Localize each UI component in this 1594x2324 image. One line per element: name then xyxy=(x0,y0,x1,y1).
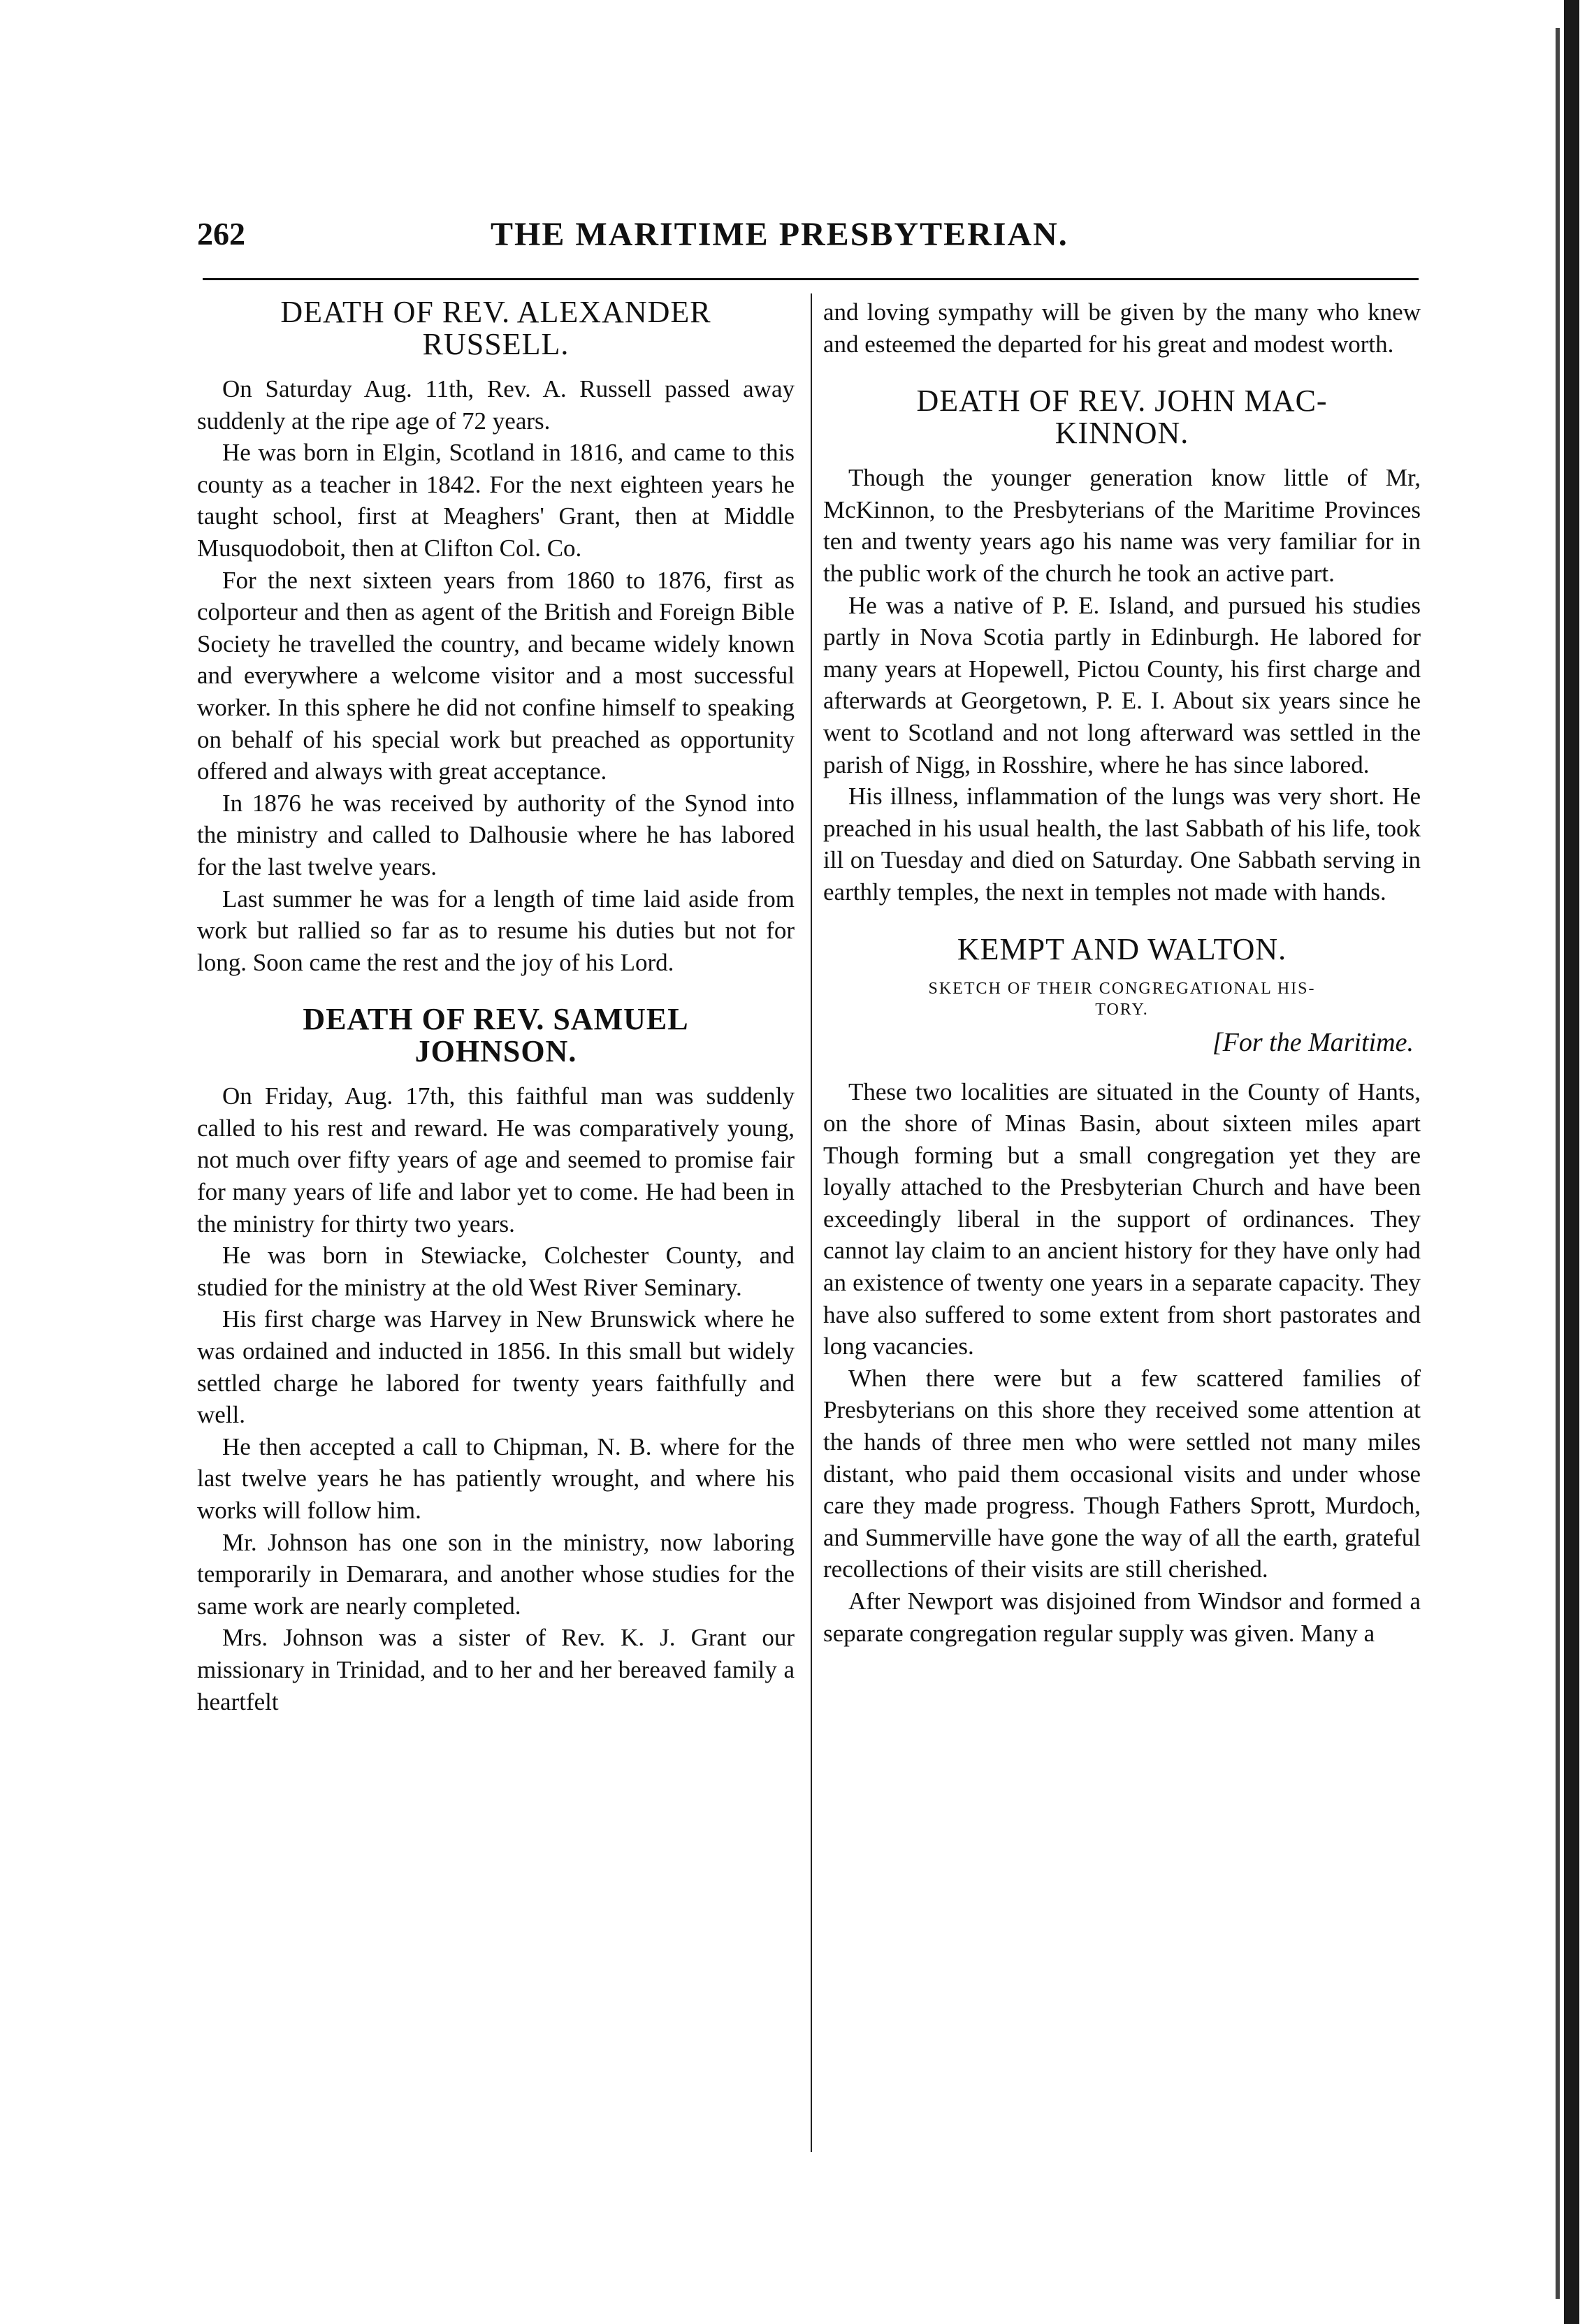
mackinnon-heading-line2: KINNON. xyxy=(1055,416,1189,451)
column-divider xyxy=(811,293,812,2152)
kempt-byline: [For the Maritime. xyxy=(1212,1027,1414,1057)
russell-paragraph: On Saturday Aug. 11th, Rev. A. Russell passed away suddenly at the ripe age of 72 years. xyxy=(197,375,795,435)
johnson-paragraph: He was born in Stewiacke, Colchester County, and studied for the ministry at the old West River Seminary. xyxy=(197,1242,795,1301)
johnson-continuation: and loving sympathy will be given by the many who knew and esteemed the departed for his great and modest worth. xyxy=(823,298,1421,358)
mackinnon-heading xyxy=(823,385,1421,449)
page-edge-shadow xyxy=(1564,0,1579,2324)
page-number: 262 xyxy=(197,216,245,252)
mackinnon-paragraph: His illness, inflammation of the lungs was very short. He preached in his usual health, the last Sabbath of his life, took ill on Tuesday and died on Saturday. One Sabbath serving in earthly temples, the next in temples not made with hands. xyxy=(823,783,1421,906)
johnson-paragraph: He then accepted a call to Chipman, N. B. where for the last twelve years he has patiently wrought, and where his works will follow him. xyxy=(197,1432,795,1524)
mackinnon-paragraph: Though the younger generation know little of Mr, McKinnon, to the Presbyterians of the Maritime Provinces ten and twenty years ago his name was very familiar for in the public work of the church he took an active part. xyxy=(823,464,1421,587)
johnson-paragraph: Mr. Johnson has one son in the ministry, now laboring temporarily in Demarara, and another whose studies for the same work are nearly completed. xyxy=(197,1528,795,1620)
russell-paragraph: In 1876 he was received by authority of the Synod into the ministry and called to Dalhousie where he has labored for the last twelve years. xyxy=(197,789,795,880)
kempt-subheading-line2: TORY. xyxy=(1095,1000,1149,1019)
russell-paragraph: Last summer he was for a length of time laid aside from work but rallied so far as to resume his duties but not for long. Soon came the rest and the joy of his Lord. xyxy=(197,885,795,976)
right-column xyxy=(823,296,1421,1649)
journal-title: THE MARITIME PRESBYTERIAN. xyxy=(491,216,1068,253)
kempt-paragraph: These two localities are situated in the County of Hants, on the shore of Minas Basin, about sixteen miles apart Though forming but a small congregation yet they are loyally attached to the Presbyterian Church and have been exceedingly liberal in the support of ordinances. They cannot lay claim to an ancient history for they have only had an existence of twenty one years in a separate capacity. They have also suffered to some extent from short pastorates and long vacancies. xyxy=(823,1077,1421,1360)
header-rule xyxy=(203,278,1419,280)
left-column xyxy=(197,296,795,1717)
kempt-paragraph: After Newport was disjoined from Windsor and formed a separate congregation regular supply was given. Many a xyxy=(823,1588,1421,1647)
kempt-subheading-line1: SKETCH OF THEIR CONGREGATIONAL HIS- xyxy=(928,979,1316,998)
russell-heading xyxy=(197,296,795,361)
johnson-paragraph: His first charge was Harvey in New Brunswick where he was ordained and inducted in 1856. In this small but widely settled charge he labored for twenty years faithfully and well. xyxy=(197,1305,795,1429)
johnson-heading-line2: JOHNSON. xyxy=(414,1034,577,1069)
johnson-paragraph: Mrs. Johnson was a sister of Rev. K. J. Grant our missionary in Trinidad, and to her and her bereaved family a heartfelt xyxy=(197,1624,795,1715)
russell-heading-line1: DEATH OF REV. ALEXANDER xyxy=(280,295,711,329)
johnson-heading xyxy=(197,1003,795,1068)
kempt-subheading xyxy=(823,978,1421,1020)
kempt-paragraph: When there were but a few scattered families of Presbyterians on this shore they received some attention at the hands of three men who were settled not many miles distant, who paid them occasional visits and under whose care they made progress. Though Fathers Sprott, Murdoch, and Summerville have gone the way of all the earth, grateful recollections of their visits are still cherished. xyxy=(823,1364,1421,1583)
russell-heading-line2: RUSSELL. xyxy=(422,327,570,361)
johnson-heading-line1: DEATH OF REV. SAMUEL xyxy=(303,1002,689,1037)
mackinnon-paragraph: He was a native of P. E. Island, and pursued his studies partly in Nova Scotia partly in Edinburgh. He labored for many years at Hopewell, Pictou County, his first charge and afterwards at Georgetown, P. E. I. About six years since he went to Scotland and not long afterward was settled in the parish of Nigg, in Rosshire, where he has since labored. xyxy=(823,591,1421,778)
russell-paragraph: He was born in Elgin, Scotland in 1816, and came to this county as a teacher in 1842. For the next eighteen years he taught school, first at Meaghers' Grant, then at Middle Musquodoboit, then at Clifton Col. Co. xyxy=(197,439,795,562)
russell-paragraph: For the next sixteen years from 1860 to 1876, first as colporteur and then as agent of the British and Foreign Bible Society he travelled the country, and became widely known and everywhere a welcome visitor and a most successful worker. In this sphere he did not confine himself to speaking on behalf of his special work but preached as opportunity offered and always with great acceptance. xyxy=(197,566,795,785)
kempt-heading: KEMPT AND WALTON. xyxy=(957,931,1287,966)
running-head xyxy=(197,215,1434,264)
johnson-paragraph: On Friday, Aug. 17th, this faithful man was suddenly called to his rest and reward. He was comparatively young, not much over fifty years of age and seemed to promise fair for many years of life and labor yet to come. He had been in the ministry for thirty two years. xyxy=(197,1082,795,1237)
page-edge-line xyxy=(1556,28,1560,2299)
mackinnon-heading-line1: DEATH OF REV. JOHN MAC- xyxy=(916,384,1328,419)
